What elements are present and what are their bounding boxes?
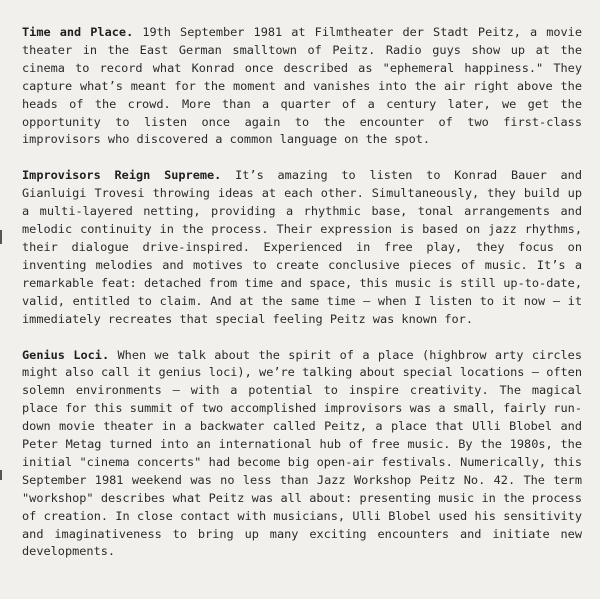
text-column [22,24,582,579]
paragraph-heading: Time and Place. [22,25,134,39]
paragraph-genius-loci [22,347,582,562]
edge-mark [0,470,2,480]
paragraph-body: 19th September 1981 at Filmtheater der Stadt Peitz, a movie theater in the East German smalltown of Peitz. Radio guys show up at the cinema to record what Konrad once described as "ephemeral happiness." They capture what’s meant for the moment and vanishes into the air right above the heads of the crowd. More than a quarter of a century later, we get the opportunity to listen once again to the encounter of two first-class improvisors who discovered a common language on the spot. [22,25,582,147]
paragraph-improvisors [22,167,582,328]
paragraph-body: When we talk about the spirit of a place (highbrow arty circles might also call it genius loci), we’re talking about special locations – often solemn environments – with a potential to inspire creativity. The magical place for this summit of two accomplished improvisors was a small, fairly run-down movie theater in a backwater called Peitz, a place that Ulli Blobel and Peter Metag turned into an international hub of free music. By the 1980s, the initial "cinema concerts" had become big open-air festivals. Numerically, this September 1981 weekend was no less than Jazz Workshop Peitz No. 42. The term "workshop" describes what Peitz was all about: presenting music in the process of creation. In close contact with musicians, Ulli Blobel used his sensitivity and imaginativeness to bring up many exciting encounters and initiate new developments. [22,347,582,559]
edge-mark [0,230,2,244]
paragraph-heading: Genius Loci. [22,347,110,362]
paragraph-heading: Improvisors Reign Supreme. [22,168,222,183]
paragraph-time-and-place [22,24,582,149]
paragraph-body: It’s amazing to listen to Konrad Bauer and Gianluigi Trovesi throwing ideas at each other. Simultaneously, they build up a multi-layered netting, providing a rhythmic base, tonal arrangements and melodic continuity in the process. Their expression is based on jazz rhythms, their dialogue drive-inspired. Experienced in free play, they focus on inventing melodies and motives to create conclusive pieces of music. It’s a remarkable feat: detached from time and space, this music is still up-to-date, valid, entitled to claim. And at the same time – when I listen to it now – it immediately recreates that special feeling Peitz was known for. [22,168,582,326]
